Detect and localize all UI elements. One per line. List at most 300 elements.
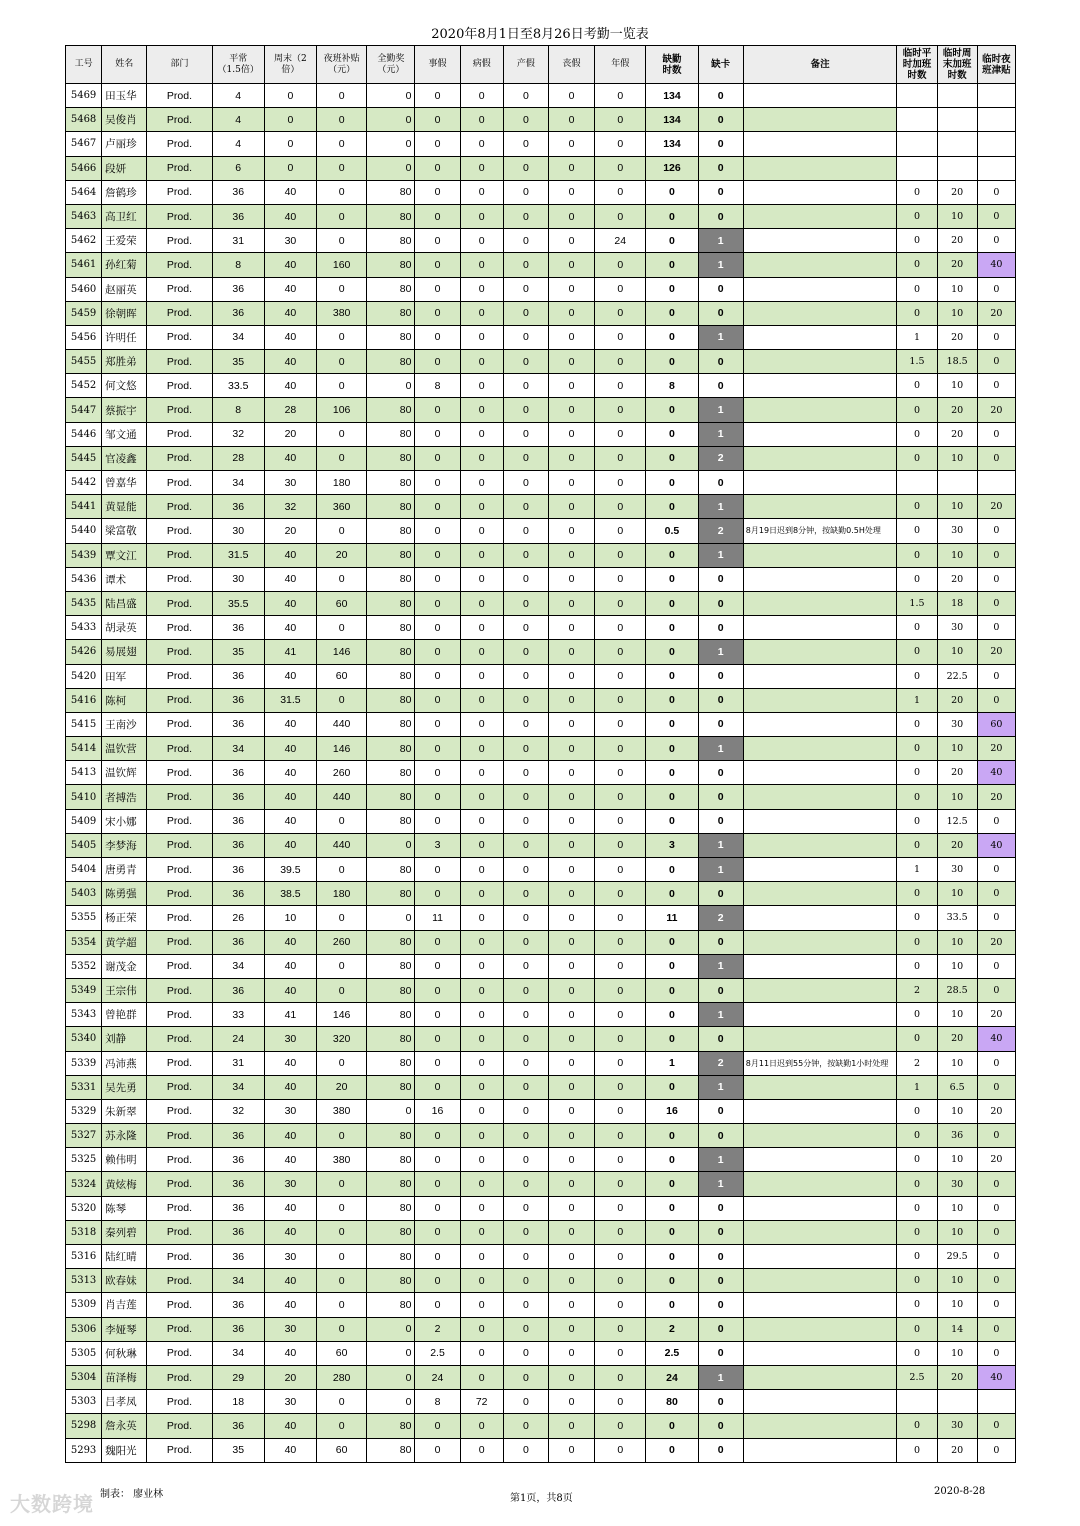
annual-leave-cell: 0: [595, 350, 646, 374]
employee-id-cell: 5462: [66, 229, 102, 253]
employee-name-cell: 赵丽英: [102, 277, 147, 301]
temp-night-allowance-cell: 20: [977, 1148, 1015, 1172]
attendance-bonus-cell: 80: [367, 688, 415, 712]
col-temp-weekend-ot-header: 临时周 末加班 时数: [937, 46, 977, 84]
personal-leave-cell: 0: [415, 664, 460, 688]
employee-name-cell: 邹文通: [102, 422, 147, 446]
attendance-bonus-cell: 80: [367, 712, 415, 736]
employee-id-cell: 5409: [66, 809, 102, 833]
temp-night-allowance-cell: 0: [977, 809, 1015, 833]
annual-leave-cell: 0: [595, 277, 646, 301]
sick-leave-cell: 0: [460, 1099, 503, 1123]
normal-ot-cell: 30: [212, 567, 264, 591]
annual-leave-cell: 0: [595, 1414, 646, 1438]
remark-cell: [743, 1075, 897, 1099]
bereavement-leave-cell: 0: [548, 1124, 594, 1148]
annual-leave-cell: 0: [595, 471, 646, 495]
personal-leave-cell: 0: [415, 471, 460, 495]
remark-cell: [743, 1341, 897, 1365]
missed-card-cell: 0: [698, 664, 743, 688]
personal-leave-cell: 0: [415, 1027, 460, 1051]
employee-name-cell: 欧春妹: [102, 1269, 147, 1293]
maternity-leave-cell: 0: [503, 1051, 548, 1075]
remark-cell: [743, 809, 897, 833]
employee-name-cell: 陈柯: [102, 688, 147, 712]
weekend-ot-cell: 41: [264, 1003, 316, 1027]
weekend-ot-cell: 40: [264, 446, 316, 470]
sick-leave-cell: 0: [460, 640, 503, 664]
attendance-bonus-cell: 80: [367, 1269, 415, 1293]
bereavement-leave-cell: 0: [548, 858, 594, 882]
temp-weekend-ot-cell: 29.5: [937, 1245, 977, 1269]
remark-cell: [743, 785, 897, 809]
missed-card-cell: 1: [698, 422, 743, 446]
personal-leave-cell: 8: [415, 1390, 460, 1414]
table-row: [66, 906, 1016, 930]
department-cell: Prod.: [147, 906, 212, 930]
personal-leave-cell: 0: [415, 1414, 460, 1438]
remark-cell: [743, 1124, 897, 1148]
annual-leave-cell: 0: [595, 737, 646, 761]
weekend-ot-cell: 30: [264, 229, 316, 253]
remark-cell: [743, 1220, 897, 1244]
absent-hours-cell: 0: [646, 1196, 698, 1220]
personal-leave-cell: 0: [415, 785, 460, 809]
annual-leave-cell: 0: [595, 422, 646, 446]
attendance-table: [65, 45, 1016, 1463]
department-cell: Prod.: [147, 688, 212, 712]
temp-night-allowance-cell: 0: [977, 1245, 1015, 1269]
absent-hours-cell: 0: [646, 567, 698, 591]
remark-cell: [743, 591, 897, 615]
night-allowance-cell: 0: [317, 519, 367, 543]
employee-name-cell: 郑胜弟: [102, 350, 147, 374]
col-attendance-bonus-header: 全勤奖 （元）: [367, 46, 415, 84]
normal-ot-cell: 32: [212, 422, 264, 446]
temp-weekday-ot-cell: 0: [897, 495, 937, 519]
night-allowance-cell: 0: [317, 422, 367, 446]
temp-weekend-ot-cell: 10: [937, 204, 977, 228]
temp-night-allowance-cell: 0: [977, 1172, 1015, 1196]
annual-leave-cell: 0: [595, 1124, 646, 1148]
department-cell: Prod.: [147, 712, 212, 736]
remark-cell: [743, 1390, 897, 1414]
temp-weekday-ot-cell: 0: [897, 301, 937, 325]
night-allowance-cell: 0: [317, 688, 367, 712]
sick-leave-cell: 0: [460, 882, 503, 906]
maternity-leave-cell: 0: [503, 156, 548, 180]
weekend-ot-cell: 30: [264, 1027, 316, 1051]
normal-ot-cell: 36: [212, 1220, 264, 1244]
annual-leave-cell: 0: [595, 1220, 646, 1244]
department-cell: Prod.: [147, 858, 212, 882]
table-row: [66, 785, 1016, 809]
temp-weekend-ot-cell: 30: [937, 712, 977, 736]
personal-leave-cell: 0: [415, 954, 460, 978]
attendance-bonus-cell: 80: [367, 446, 415, 470]
table-row: [66, 1293, 1016, 1317]
maternity-leave-cell: 0: [503, 591, 548, 615]
table-row: [66, 954, 1016, 978]
missed-card-cell: 1: [698, 1365, 743, 1389]
sick-leave-cell: 0: [460, 1341, 503, 1365]
personal-leave-cell: 0: [415, 1051, 460, 1075]
missed-card-cell: 0: [698, 1099, 743, 1123]
temp-weekend-ot-cell: 10: [937, 1293, 977, 1317]
weekend-ot-cell: 41: [264, 640, 316, 664]
sick-leave-cell: 0: [460, 374, 503, 398]
employee-name-cell: 李娅琴: [102, 1317, 147, 1341]
temp-weekend-ot-cell: 20: [937, 761, 977, 785]
temp-night-allowance-cell: 40: [977, 253, 1015, 277]
bereavement-leave-cell: 0: [548, 640, 594, 664]
sick-leave-cell: 0: [460, 1124, 503, 1148]
night-allowance-cell: 0: [317, 1414, 367, 1438]
normal-ot-cell: 36: [212, 761, 264, 785]
sick-leave-cell: 0: [460, 1148, 503, 1172]
attendance-bonus-cell: 80: [367, 301, 415, 325]
department-cell: Prod.: [147, 253, 212, 277]
bereavement-leave-cell: 0: [548, 712, 594, 736]
missed-card-cell: 0: [698, 180, 743, 204]
night-allowance-cell: 0: [317, 1293, 367, 1317]
attendance-bonus-cell: 80: [367, 1220, 415, 1244]
temp-weekend-ot-cell: 10: [937, 1148, 977, 1172]
employee-id-cell: 5343: [66, 1003, 102, 1027]
night-allowance-cell: 380: [317, 1099, 367, 1123]
absent-hours-cell: 0: [646, 1027, 698, 1051]
table-row: [66, 446, 1016, 470]
department-cell: Prod.: [147, 882, 212, 906]
night-allowance-cell: 0: [317, 229, 367, 253]
employee-id-cell: 5464: [66, 180, 102, 204]
remark-cell: [743, 108, 897, 132]
sick-leave-cell: 0: [460, 446, 503, 470]
temp-night-allowance-cell: 0: [977, 374, 1015, 398]
weekend-ot-cell: 40: [264, 543, 316, 567]
missed-card-cell: 1: [698, 640, 743, 664]
night-allowance-cell: 0: [317, 180, 367, 204]
remark-cell: [743, 132, 897, 156]
weekend-ot-cell: 30: [264, 1245, 316, 1269]
maternity-leave-cell: 0: [503, 785, 548, 809]
remark-cell: [743, 833, 897, 857]
temp-weekend-ot-cell: 10: [937, 882, 977, 906]
bereavement-leave-cell: 0: [548, 1269, 594, 1293]
annual-leave-cell: 0: [595, 930, 646, 954]
footer-date: 2020-8-28: [934, 1486, 986, 1497]
employee-id-cell: 5463: [66, 204, 102, 228]
temp-night-allowance-cell: 0: [977, 229, 1015, 253]
night-allowance-cell: 0: [317, 1245, 367, 1269]
temp-weekend-ot-cell: 10: [937, 930, 977, 954]
absent-hours-cell: 0: [646, 543, 698, 567]
normal-ot-cell: 36: [212, 882, 264, 906]
weekend-ot-cell: 40: [264, 591, 316, 615]
normal-ot-cell: 34: [212, 1341, 264, 1365]
weekend-ot-cell: 40: [264, 204, 316, 228]
remark-cell: [743, 204, 897, 228]
attendance-bonus-cell: 0: [367, 374, 415, 398]
temp-weekday-ot-cell: 0: [897, 1124, 937, 1148]
sick-leave-cell: 0: [460, 398, 503, 422]
employee-id-cell: 5313: [66, 1269, 102, 1293]
annual-leave-cell: 0: [595, 1148, 646, 1172]
temp-weekend-ot-cell: 10: [937, 543, 977, 567]
employee-id-cell: 5461: [66, 253, 102, 277]
missed-card-cell: 0: [698, 156, 743, 180]
sick-leave-cell: 0: [460, 519, 503, 543]
employee-name-cell: 卢丽珍: [102, 132, 147, 156]
department-cell: Prod.: [147, 978, 212, 1002]
temp-night-allowance-cell: 20: [977, 737, 1015, 761]
temp-weekend-ot-cell: 10: [937, 1269, 977, 1293]
normal-ot-cell: 18: [212, 1390, 264, 1414]
employee-name-cell: 苏永隆: [102, 1124, 147, 1148]
employee-name-cell: 刘静: [102, 1027, 147, 1051]
temp-night-allowance-cell: 20: [977, 301, 1015, 325]
temp-night-allowance-cell: 0: [977, 978, 1015, 1002]
sick-leave-cell: 0: [460, 495, 503, 519]
temp-weekday-ot-cell: 0: [897, 446, 937, 470]
employee-name-cell: 曾艳群: [102, 1003, 147, 1027]
remark-cell: [743, 422, 897, 446]
department-cell: Prod.: [147, 1245, 212, 1269]
weekend-ot-cell: 40: [264, 1075, 316, 1099]
temp-weekend-ot-cell: 10: [937, 640, 977, 664]
absent-hours-cell: 0: [646, 954, 698, 978]
missed-card-cell: 1: [698, 858, 743, 882]
missed-card-cell: 0: [698, 471, 743, 495]
employee-id-cell: 5306: [66, 1317, 102, 1341]
annual-leave-cell: 0: [595, 132, 646, 156]
night-allowance-cell: 20: [317, 1075, 367, 1099]
personal-leave-cell: 0: [415, 1196, 460, 1220]
weekend-ot-cell: 30: [264, 1390, 316, 1414]
remark-cell: [743, 253, 897, 277]
maternity-leave-cell: 0: [503, 640, 548, 664]
maternity-leave-cell: 0: [503, 132, 548, 156]
employee-name-cell: 何秋琳: [102, 1341, 147, 1365]
bereavement-leave-cell: 0: [548, 108, 594, 132]
table-row: [66, 809, 1016, 833]
annual-leave-cell: 0: [595, 1172, 646, 1196]
department-cell: Prod.: [147, 616, 212, 640]
sick-leave-cell: 0: [460, 809, 503, 833]
maternity-leave-cell: 0: [503, 1220, 548, 1244]
employee-id-cell: 5405: [66, 833, 102, 857]
sick-leave-cell: 0: [460, 253, 503, 277]
absent-hours-cell: 0: [646, 640, 698, 664]
employee-name-cell: 陈琴: [102, 1196, 147, 1220]
attendance-bonus-cell: 0: [367, 1099, 415, 1123]
missed-card-cell: 0: [698, 1124, 743, 1148]
bereavement-leave-cell: 0: [548, 1245, 594, 1269]
night-allowance-cell: 146: [317, 1003, 367, 1027]
table-row: [66, 1075, 1016, 1099]
table-row: [66, 471, 1016, 495]
maternity-leave-cell: 0: [503, 1124, 548, 1148]
attendance-bonus-cell: 80: [367, 930, 415, 954]
annual-leave-cell: 0: [595, 519, 646, 543]
maternity-leave-cell: 0: [503, 471, 548, 495]
employee-id-cell: 5416: [66, 688, 102, 712]
temp-night-allowance-cell: 0: [977, 446, 1015, 470]
temp-weekday-ot-cell: 0: [897, 422, 937, 446]
remark-cell: 8月19日迟到8分钟，按缺勤0.5H处理: [743, 519, 897, 543]
temp-night-allowance-cell: 0: [977, 954, 1015, 978]
temp-night-allowance-cell: 0: [977, 1293, 1015, 1317]
sick-leave-cell: 0: [460, 1220, 503, 1244]
employee-name-cell: 魏阳光: [102, 1438, 147, 1462]
temp-weekday-ot-cell: [897, 156, 937, 180]
sick-leave-cell: 0: [460, 1365, 503, 1389]
night-allowance-cell: 60: [317, 664, 367, 688]
table-row: [66, 180, 1016, 204]
department-cell: Prod.: [147, 954, 212, 978]
maternity-leave-cell: 0: [503, 1365, 548, 1389]
maternity-leave-cell: 0: [503, 374, 548, 398]
attendance-bonus-cell: 80: [367, 422, 415, 446]
employee-id-cell: 5293: [66, 1438, 102, 1462]
department-cell: Prod.: [147, 1365, 212, 1389]
weekend-ot-cell: 20: [264, 1365, 316, 1389]
remark-cell: [743, 1172, 897, 1196]
department-cell: Prod.: [147, 1293, 212, 1317]
normal-ot-cell: 36: [212, 1172, 264, 1196]
department-cell: Prod.: [147, 350, 212, 374]
temp-weekend-ot-cell: 30: [937, 1414, 977, 1438]
remark-cell: [743, 374, 897, 398]
normal-ot-cell: 29: [212, 1365, 264, 1389]
missed-card-cell: 1: [698, 1003, 743, 1027]
maternity-leave-cell: 0: [503, 809, 548, 833]
temp-night-allowance-cell: 20: [977, 1003, 1015, 1027]
maternity-leave-cell: 0: [503, 1438, 548, 1462]
temp-night-allowance-cell: [977, 1390, 1015, 1414]
personal-leave-cell: 16: [415, 1099, 460, 1123]
department-cell: Prod.: [147, 543, 212, 567]
temp-night-allowance-cell: 0: [977, 1269, 1015, 1293]
absent-hours-cell: 3: [646, 833, 698, 857]
weekend-ot-cell: 39.5: [264, 858, 316, 882]
department-cell: Prod.: [147, 446, 212, 470]
bereavement-leave-cell: 0: [548, 229, 594, 253]
weekend-ot-cell: 31.5: [264, 688, 316, 712]
col-absent-hours-header: 缺勤 时数: [646, 46, 698, 84]
bereavement-leave-cell: 0: [548, 519, 594, 543]
table-row: [66, 664, 1016, 688]
absent-hours-cell: 0: [646, 785, 698, 809]
employee-name-cell: 王爱荣: [102, 229, 147, 253]
missed-card-cell: 0: [698, 882, 743, 906]
employee-id-cell: 5455: [66, 350, 102, 374]
personal-leave-cell: 0: [415, 688, 460, 712]
bereavement-leave-cell: 0: [548, 1341, 594, 1365]
missed-card-cell: 0: [698, 567, 743, 591]
sick-leave-cell: 0: [460, 833, 503, 857]
temp-night-allowance-cell: 0: [977, 906, 1015, 930]
bereavement-leave-cell: 0: [548, 543, 594, 567]
normal-ot-cell: 36: [212, 978, 264, 1002]
remark-cell: 8月11日迟到55分钟，按缺勤1小时处理: [743, 1051, 897, 1075]
absent-hours-cell: 2.5: [646, 1341, 698, 1365]
maternity-leave-cell: 0: [503, 1390, 548, 1414]
annual-leave-cell: 0: [595, 301, 646, 325]
personal-leave-cell: 0: [415, 543, 460, 567]
maternity-leave-cell: 0: [503, 229, 548, 253]
personal-leave-cell: 8: [415, 374, 460, 398]
normal-ot-cell: 26: [212, 906, 264, 930]
bereavement-leave-cell: 0: [548, 1390, 594, 1414]
department-cell: Prod.: [147, 1172, 212, 1196]
night-allowance-cell: 0: [317, 1390, 367, 1414]
table-row: [66, 204, 1016, 228]
employee-name-cell: 田玉华: [102, 84, 147, 108]
night-allowance-cell: 60: [317, 1438, 367, 1462]
remark-cell: [743, 1365, 897, 1389]
temp-weekday-ot-cell: 0: [897, 1438, 937, 1462]
temp-weekday-ot-cell: 0: [897, 1317, 937, 1341]
temp-night-allowance-cell: [977, 108, 1015, 132]
weekend-ot-cell: 40: [264, 1269, 316, 1293]
temp-weekday-ot-cell: 0: [897, 229, 937, 253]
sick-leave-cell: 0: [460, 567, 503, 591]
temp-weekday-ot-cell: 0: [897, 1414, 937, 1438]
temp-night-allowance-cell: 0: [977, 543, 1015, 567]
bereavement-leave-cell: 0: [548, 809, 594, 833]
missed-card-cell: 0: [698, 84, 743, 108]
weekend-ot-cell: 38.5: [264, 882, 316, 906]
normal-ot-cell: 34: [212, 471, 264, 495]
missed-card-cell: 0: [698, 785, 743, 809]
sick-leave-cell: 0: [460, 325, 503, 349]
maternity-leave-cell: 0: [503, 1196, 548, 1220]
employee-id-cell: 5452: [66, 374, 102, 398]
normal-ot-cell: 4: [212, 84, 264, 108]
employee-name-cell: 易展翅: [102, 640, 147, 664]
temp-weekend-ot-cell: 6.5: [937, 1075, 977, 1099]
remark-cell: [743, 978, 897, 1002]
absent-hours-cell: 0: [646, 858, 698, 882]
night-allowance-cell: 360: [317, 495, 367, 519]
night-allowance-cell: 180: [317, 882, 367, 906]
normal-ot-cell: 31: [212, 229, 264, 253]
table-row: [66, 882, 1016, 906]
missed-card-cell: 0: [698, 1220, 743, 1244]
normal-ot-cell: 35: [212, 640, 264, 664]
normal-ot-cell: 36: [212, 1196, 264, 1220]
personal-leave-cell: 0: [415, 978, 460, 1002]
temp-weekend-ot-cell: 18.5: [937, 350, 977, 374]
temp-weekday-ot-cell: 0: [897, 1196, 937, 1220]
table-row: [66, 1220, 1016, 1244]
employee-id-cell: 5467: [66, 132, 102, 156]
bereavement-leave-cell: 0: [548, 301, 594, 325]
personal-leave-cell: 0: [415, 156, 460, 180]
missed-card-cell: 1: [698, 1172, 743, 1196]
remark-cell: [743, 398, 897, 422]
personal-leave-cell: 0: [415, 882, 460, 906]
missed-card-cell: 2: [698, 906, 743, 930]
weekend-ot-cell: 40: [264, 930, 316, 954]
table-row: [66, 1124, 1016, 1148]
attendance-bonus-cell: 0: [367, 906, 415, 930]
weekend-ot-cell: 40: [264, 325, 316, 349]
maternity-leave-cell: 0: [503, 1293, 548, 1317]
temp-weekend-ot-cell: 10: [937, 446, 977, 470]
night-allowance-cell: 20: [317, 543, 367, 567]
